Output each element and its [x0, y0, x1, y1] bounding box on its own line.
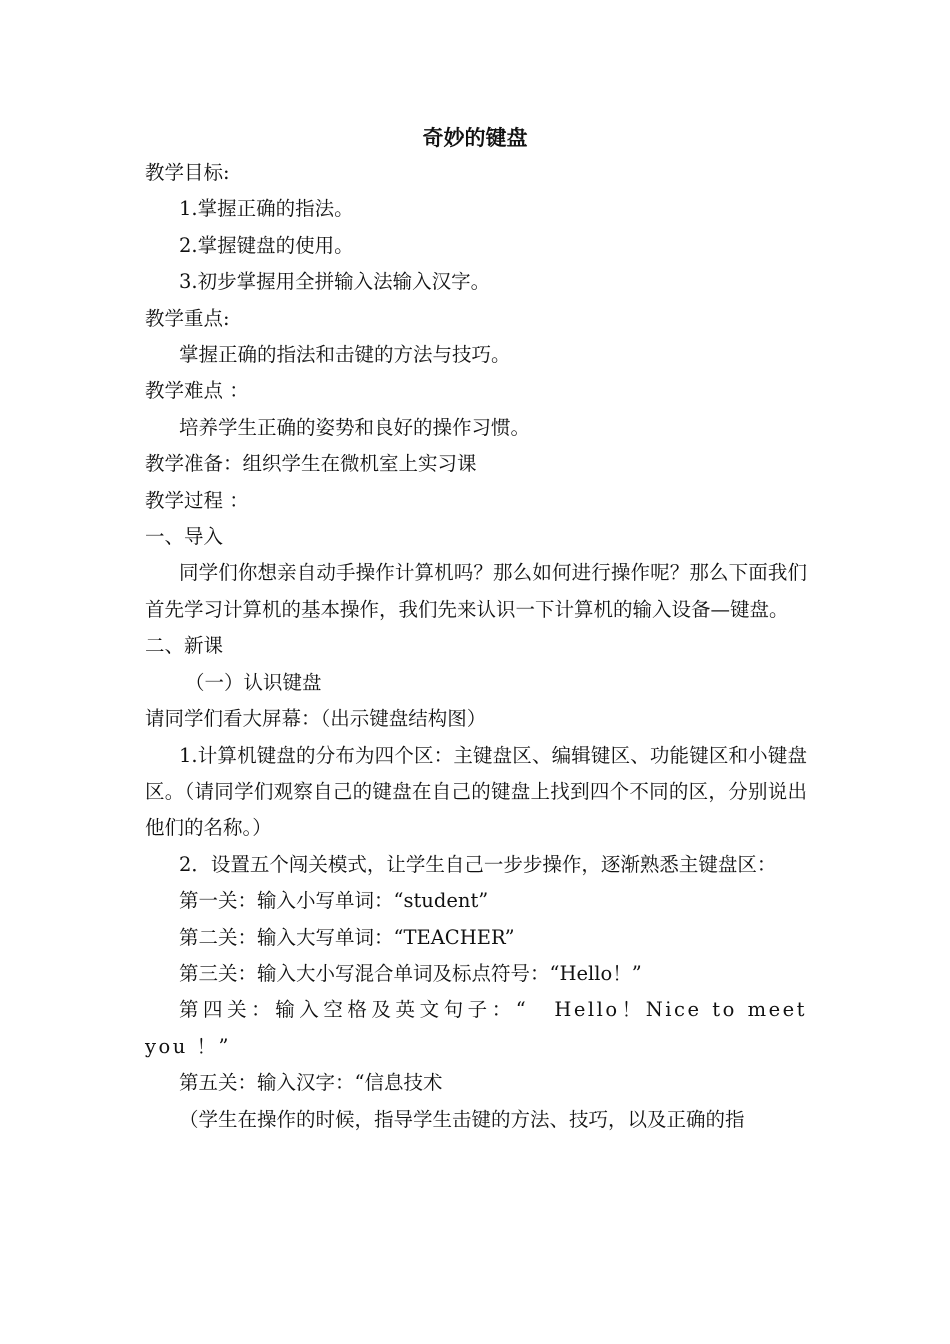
key-points-text: 掌握正确的指法和击键的方法与技巧。	[179, 343, 511, 367]
objective-item: 3.初步掌握用全拼输入法输入汉字。	[179, 270, 491, 294]
level-item: 第四关：输入空格及英文句子：“ Hello！Nice to meet you ！”	[145, 998, 807, 1058]
level-item: 第二关：输入大写单词：“TEACHER”	[179, 925, 515, 949]
heading-process: 教学过程 ：	[145, 488, 249, 512]
difficulties-text: 培养学生正确的姿势和良好的操作习惯。	[179, 415, 531, 439]
level-item: 第一关：输入小写单词：“student”	[179, 889, 489, 913]
screen-instruction: 请同学们看大屏幕：（出示键盘结构图）	[145, 707, 487, 731]
heading-objectives: 教学目标:	[145, 161, 230, 184]
heading-difficulties: 教学难点 ：	[145, 379, 249, 403]
subsection-keyboard-heading: （一）认识键盘	[185, 670, 322, 694]
level-item: 第三关：输入大小写混合单词及标点符号：“Hello！”	[179, 961, 642, 985]
objective-item: 1.掌握正确的指法。	[179, 197, 354, 221]
point-1-paragraph: 1.计算机键盘的分布为四个区：主键盘区、编辑键区、功能键区和小键盘区。（请同学们观察自己的键盘在自己的键盘上找到四个不同的区，分别说出他们的名称。）	[145, 743, 807, 840]
level-item: 第五关：输入汉字：“信息技术	[179, 1071, 443, 1095]
document-body	[145, 155, 807, 1138]
closing-text: （学生在操作的时候，指导学生击键的方法、技巧，以及正确的指	[179, 1107, 745, 1131]
section-new-lesson-heading: 二、新课	[145, 634, 224, 658]
intro-paragraph: 同学们你想亲自动手操作计算机吗？那么如何进行操作呢？那么下面我们首先学习计算机的基本操作，我们先来认识一下计算机的输入设备—键盘。	[145, 561, 807, 621]
point-2-paragraph: 2．设置五个闯关模式，让学生自己一步步操作，逐渐熟悉主键盘区：	[179, 852, 777, 876]
section-intro-heading: 一、导入	[145, 525, 224, 549]
heading-key-points: 教学重点:	[145, 306, 230, 330]
preparation-line: 教学准备：组织学生在微机室上实习课	[145, 452, 477, 476]
document-title: 奇妙的键盘	[422, 126, 528, 150]
objective-item: 2.掌握键盘的使用。	[179, 233, 354, 257]
